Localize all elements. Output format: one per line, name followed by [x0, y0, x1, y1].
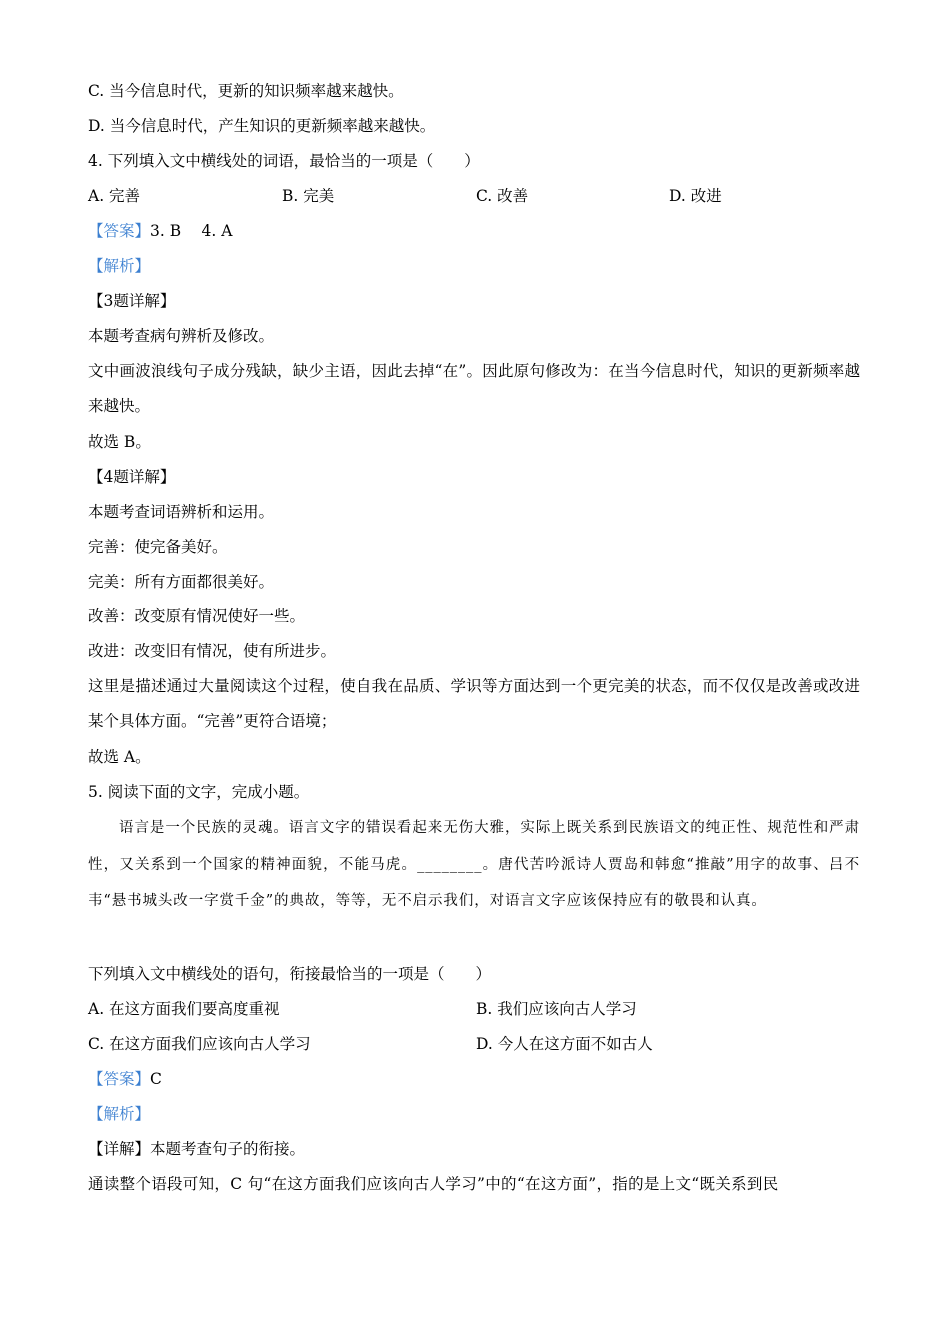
q4-option-c: C. 改善	[476, 187, 529, 205]
q5-stem: 下列填入文中横线处的语句，衔接最恰当的一项是（ ）	[88, 965, 492, 983]
answer-text: C	[150, 1070, 162, 1088]
analysis-tag: 【解析】	[88, 257, 151, 275]
q4-option-b: B. 完美	[282, 187, 335, 205]
q4-detail-line: 改进：改变旧有情况，使有所进步。	[88, 642, 337, 660]
q3-detail-line: 本题考查病句辨析及修改。	[88, 327, 275, 345]
q5-option-a: A. 在这方面我们要高度重视	[88, 1000, 280, 1018]
q5-option-d: D. 今人在这方面不如古人	[476, 1035, 653, 1053]
answer-tag: 【答案】	[88, 1070, 151, 1088]
q4-detail-paragraph: 这里是描述通过大量阅读这个过程，使自我在品质、学识等方面达到一个更完美的状态，而不仅仅是改善或改进某个具体方面。“完善”更符合语境；	[88, 677, 860, 730]
q4-detail-conclusion: 故选 A。	[88, 748, 151, 766]
q4-option-d: D. 改进	[669, 187, 722, 205]
analysis-tag: 【解析】	[88, 1105, 151, 1123]
answer-line-1	[88, 221, 232, 241]
q3-option-d: D. 当今信息时代，产生知识的更新频率越来越快。	[88, 117, 436, 135]
q5-detail-text: 本题考查句子的衔接。	[150, 1140, 306, 1158]
q4-detail-line: 本题考查词语辨析和运用。	[88, 503, 275, 521]
answer-text: 3. B 4. A	[150, 222, 233, 240]
q3-detail-paragraph: 文中画波浪线句子成分残缺，缺少主语，因此去掉“在”。因此原句修改为：在当今信息时代，知识的更新频率越来越快。	[88, 362, 860, 415]
q3-option-c: C. 当今信息时代，更新的知识频率越来越快。	[88, 82, 404, 100]
q3-detail-conclusion: 故选 B。	[88, 433, 151, 451]
q4-stem: 4. 下列填入文中横线处的词语，最恰当的一项是（ ）	[88, 152, 480, 170]
q4-detail-line: 改善：改变原有情况使好一些。	[88, 607, 306, 625]
q4-option-a: A. 完善	[88, 187, 141, 205]
q5-title: 5. 阅读下面的文字，完成小题。	[88, 783, 310, 801]
q5-option-c: C. 在这方面我们应该向古人学习	[88, 1035, 311, 1053]
q3-detail-heading: 【3题详解】	[88, 292, 176, 310]
q5-option-b: B. 我们应该向古人学习	[476, 1000, 637, 1018]
q5-passage: 语言是一个民族的灵魂。语言文字的错误看起来无伤大雅，实际上既关系到民族语文的纯正性、规范性和严肃性，又关系到一个国家的精神面貌，不能马虎。________。唐代苦吟派诗人贾岛和韩愈“推敲”用字的故事、吕不韦“悬书城头改一字赏千金”的典故，等等，无不启示我们，对语言文字应该保持应有的敬畏和认真。	[88, 820, 860, 910]
q5-detail-last-line: 通读整个语段可知，C 句“在这方面我们应该向古人学习”中的“在这方面”，指的是上文“既关系到民	[88, 1175, 779, 1193]
answer-tag: 【答案】	[88, 222, 151, 240]
q4-detail-line: 完善：使完备美好。	[88, 538, 228, 556]
answer-line-2	[88, 1069, 162, 1089]
q5-detail-tag: 【详解】	[88, 1140, 151, 1158]
q4-detail-heading: 【4题详解】	[88, 468, 176, 486]
q5-detail-line	[88, 1139, 305, 1159]
q4-detail-line: 完美：所有方面都很美好。	[88, 573, 275, 591]
